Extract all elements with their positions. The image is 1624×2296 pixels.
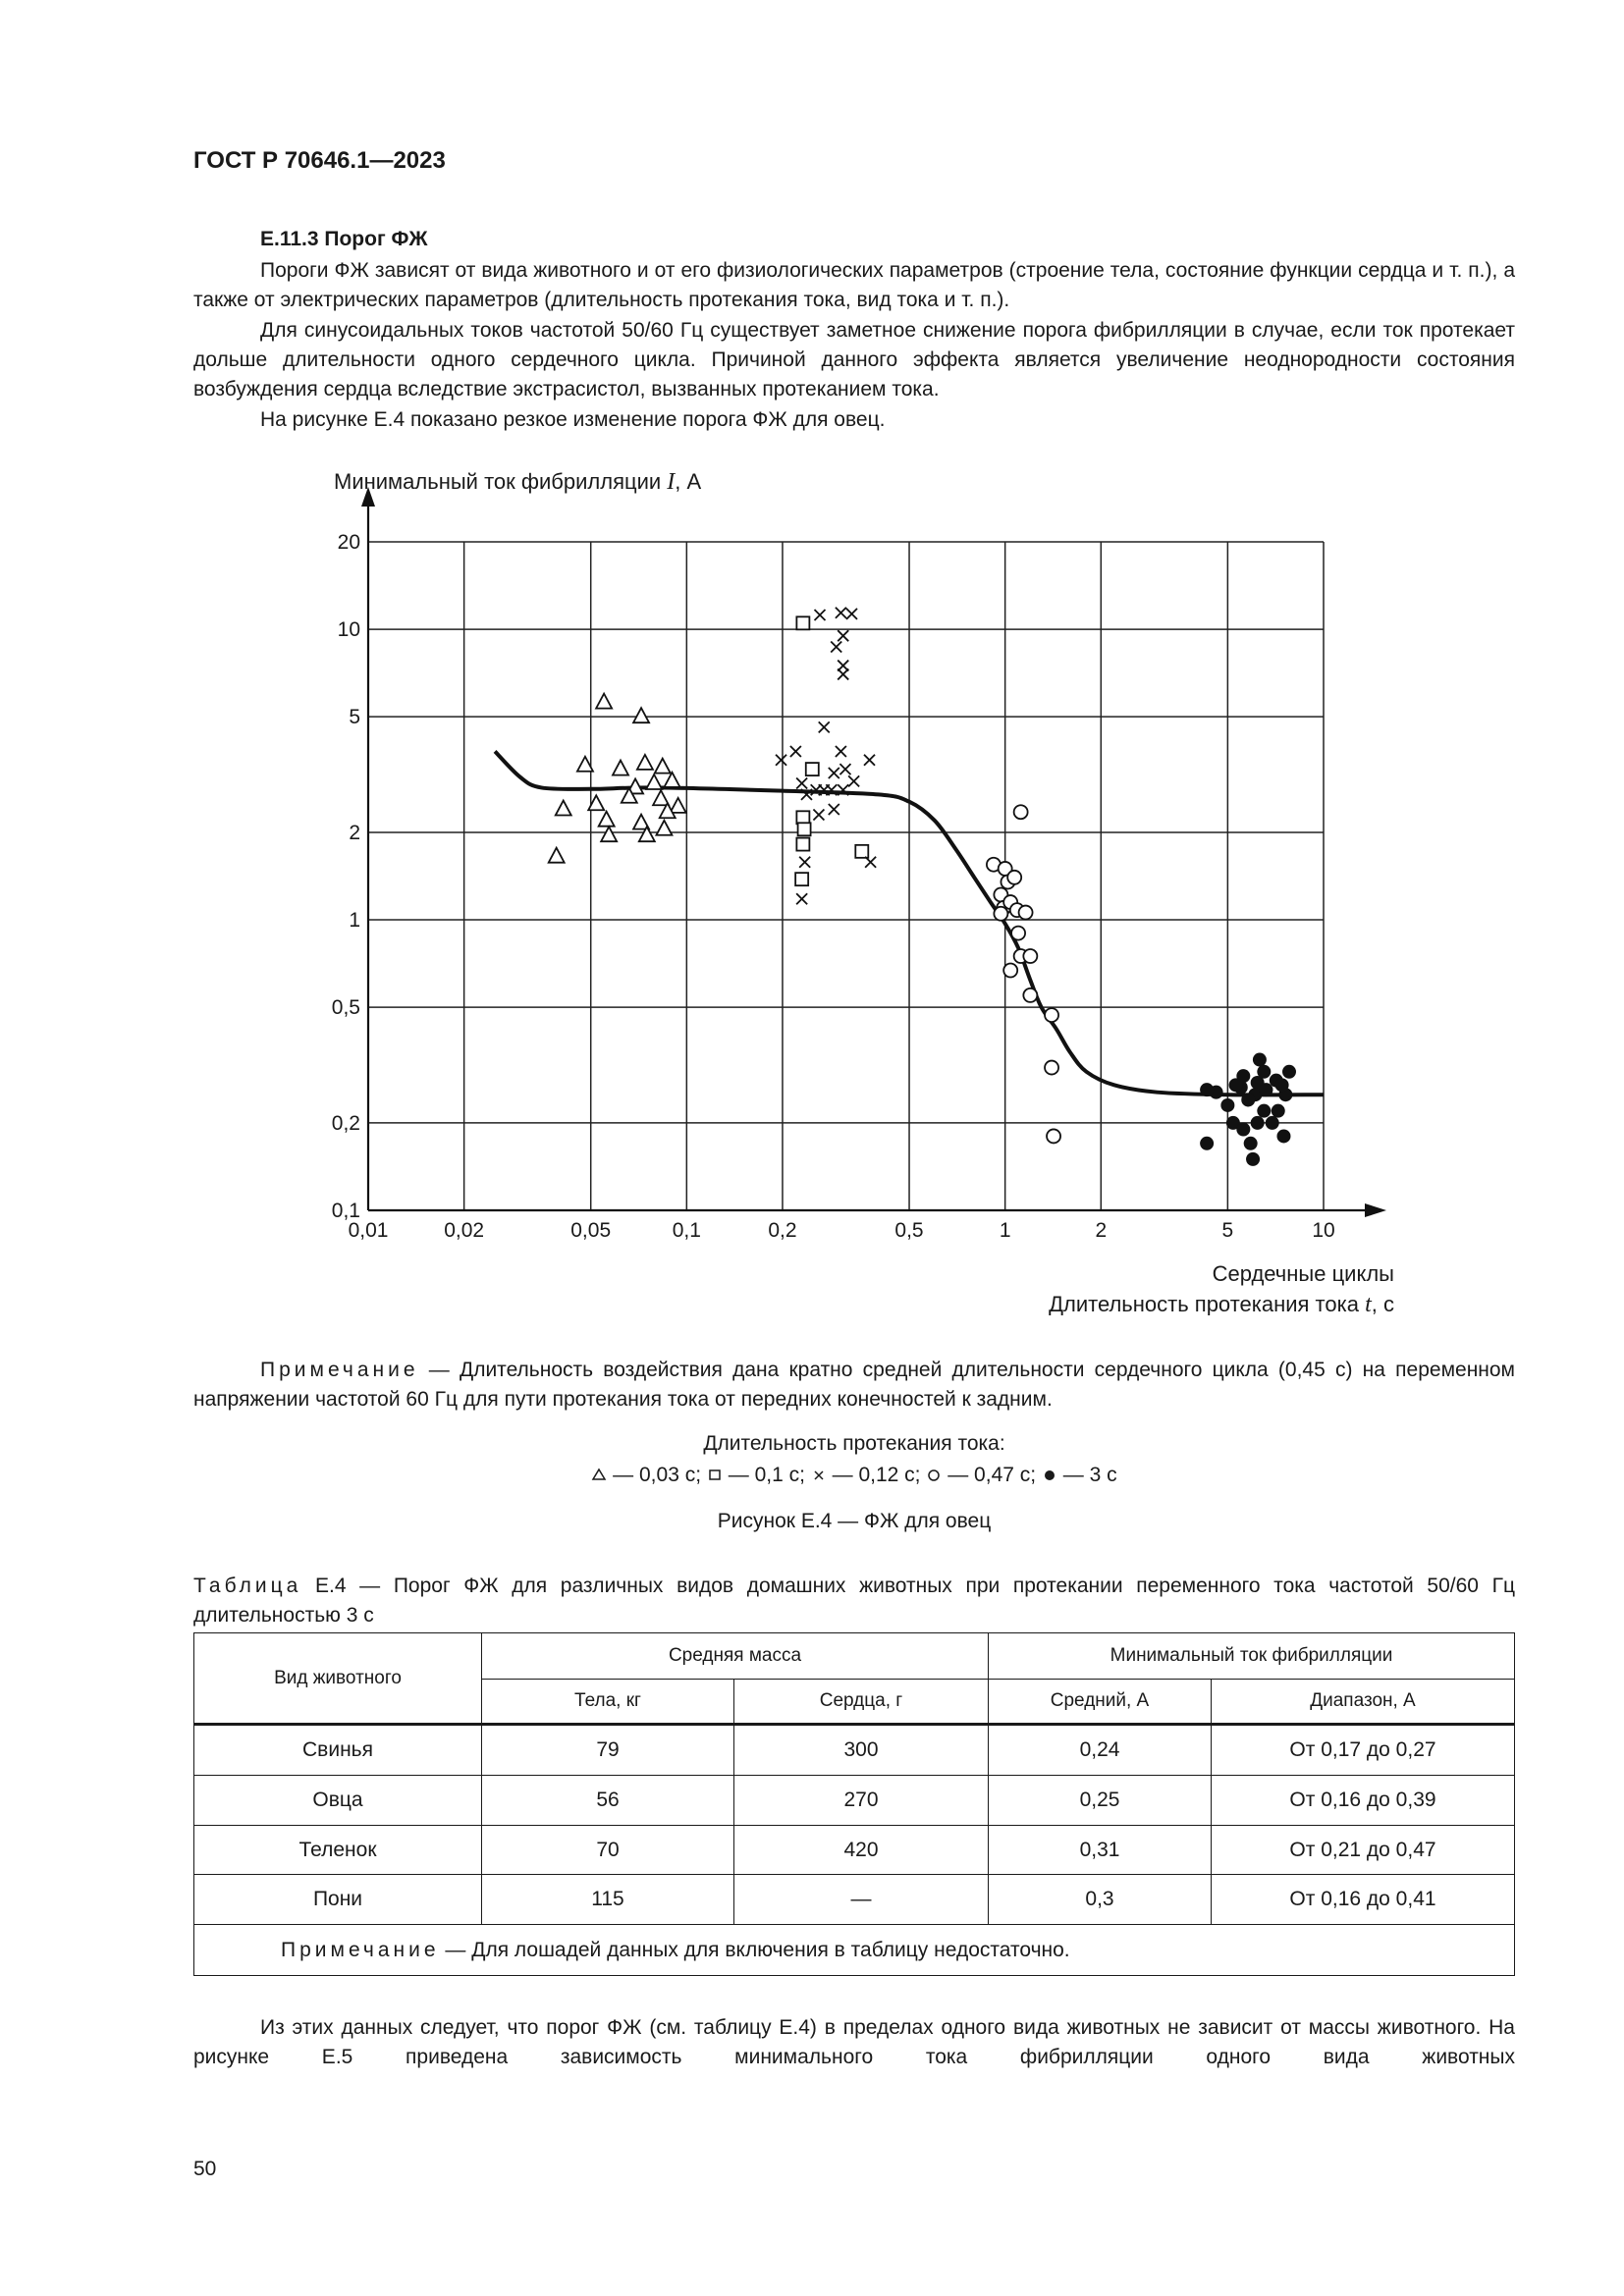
square-point — [855, 845, 868, 858]
triangle-point — [599, 812, 615, 827]
cell-range: От 0,16 до 0,39 — [1212, 1776, 1515, 1826]
open-circle-point — [1014, 805, 1028, 819]
triangle-point — [601, 827, 617, 841]
cross-point — [865, 857, 876, 868]
open-circle-point — [1007, 871, 1021, 884]
y-tick-label: 5 — [349, 706, 360, 729]
cross-point — [839, 764, 850, 774]
filled-circle-point — [1275, 1078, 1289, 1092]
y-tick-label: 1 — [349, 909, 360, 933]
filled-circle-point — [1276, 1129, 1290, 1143]
filled-circle-point — [1236, 1123, 1250, 1137]
paragraph: Пороги ФЖ зависят от вида животного и от его физиологических параметров (строение тела, состояние функции сердца и т. п.), а также от электрических параметров (длительность протекания тока, вид тока и т. п.). — [193, 259, 1515, 311]
x-axis-arrow — [1365, 1203, 1386, 1217]
threshold-chart — [295, 452, 1424, 1315]
x-tick-label: 1 — [999, 1219, 1011, 1242]
cell-range: От 0,16 до 0,41 — [1212, 1875, 1515, 1925]
open-circle-point — [1019, 906, 1033, 920]
triangle-point — [637, 755, 653, 770]
cross-point — [819, 721, 830, 732]
cell-heart-mass: 300 — [734, 1725, 989, 1776]
cell-mean: 0,31 — [989, 1825, 1212, 1875]
x-tick-label: 0,05 — [570, 1219, 612, 1242]
triangle-point — [549, 848, 565, 863]
legend-item: — 0,03 с; — [613, 1464, 702, 1486]
triangle-point — [671, 798, 686, 813]
cell-animal: Пони — [194, 1875, 482, 1925]
page-number: 50 — [193, 2158, 217, 2180]
legend-item: — 0,47 с; — [947, 1464, 1037, 1486]
filled-circle-point — [1272, 1104, 1285, 1118]
triangle-marker-icon — [591, 1464, 607, 1486]
cross-point — [829, 768, 839, 778]
legend-item: — 0,1 с; — [728, 1464, 805, 1486]
y-tick-label: 10 — [337, 618, 360, 642]
legend-title: Длительность протекания тока: — [703, 1432, 1005, 1455]
triangle-point — [596, 694, 612, 709]
x-tick-label: 0,2 — [768, 1219, 797, 1242]
triangle-point — [556, 801, 571, 816]
triangle-point — [633, 708, 649, 722]
open-circle-marker-icon — [926, 1464, 942, 1486]
cell-animal: Овца — [194, 1776, 482, 1826]
x-tick-label: 0,01 — [348, 1219, 389, 1242]
cell-body-mass: 70 — [482, 1825, 734, 1875]
square-point — [798, 823, 811, 835]
x-tick-label: 0,02 — [444, 1219, 485, 1242]
filled-circle-point — [1282, 1065, 1296, 1079]
x-tick-label: 5 — [1221, 1219, 1234, 1242]
x-tick-label: 0,5 — [894, 1219, 924, 1242]
filled-circle-point — [1200, 1137, 1214, 1150]
data-markers — [549, 608, 1296, 1166]
filled-circle-point — [1251, 1116, 1265, 1130]
cross-point — [796, 893, 807, 904]
filled-circle-point — [1241, 1093, 1255, 1106]
table-row — [194, 1825, 1515, 1875]
header-range: Диапазон, А — [1212, 1679, 1515, 1725]
cross-point — [813, 809, 824, 820]
y-tick-label: 20 — [337, 531, 360, 554]
open-circle-point — [1023, 988, 1037, 1002]
square-point — [796, 838, 809, 851]
cross-point — [864, 755, 875, 766]
cell-mean: 0,25 — [989, 1776, 1212, 1826]
figure-caption: Рисунок Е.4 — ФЖ для овец — [717, 1510, 992, 1532]
cross-point — [846, 609, 857, 619]
square-marker-icon — [707, 1464, 723, 1486]
header-mass-group: Средняя масса — [482, 1633, 989, 1680]
y-tick-label: 2 — [349, 821, 360, 844]
cell-mean: 0,24 — [989, 1725, 1212, 1776]
triangle-point — [664, 773, 679, 787]
y-axis-label: Минимальный ток фибрилляции I, А — [334, 469, 702, 495]
table-row — [194, 1725, 1515, 1776]
y-tick-label: 0,5 — [331, 996, 360, 1020]
cross-point — [838, 668, 848, 679]
closing-paragraph: Из этих данных следует, что порог ФЖ (см. таблицу Е.4) в пределах одного вида животных не зависит от массы животного. На рисунке Е.5 приведена зависимость минимального тока фибрилляции одного вида животных — [193, 2016, 1515, 2068]
filled-circle-point — [1253, 1053, 1267, 1067]
cross-point — [838, 630, 848, 641]
legend — [193, 1464, 1515, 1487]
x-tick-label: 2 — [1095, 1219, 1108, 1242]
triangle-point — [653, 790, 669, 805]
x-axis-label-duration: Длительность протекания тока t, с — [1049, 1292, 1394, 1315]
table-caption: Таблица Е.4 — Порог ФЖ для различных видов домашних животных при протекании переменного тока частотой 50/60 Гц длительностью 3 с — [193, 1575, 1515, 1627]
cross-point — [836, 608, 846, 618]
x-tick-label: 10 — [1312, 1219, 1335, 1242]
filled-circle-point — [1259, 1083, 1272, 1096]
fibrillation-table — [193, 1632, 1515, 1976]
open-circle-point — [994, 907, 1007, 921]
x-tick-label: 0,1 — [672, 1219, 701, 1242]
x-axis-label-cycles: Сердечные циклы — [1212, 1261, 1394, 1286]
standard-code: ГОСТ Р 70646.1—2023 — [193, 147, 446, 174]
cell-heart-mass: 420 — [734, 1825, 989, 1875]
filled-circle-point — [1266, 1116, 1279, 1130]
filled-circle-point — [1257, 1065, 1271, 1079]
cross-point — [831, 641, 841, 652]
triangle-point — [613, 761, 628, 775]
cross-point — [815, 610, 826, 620]
paragraph: Для синусоидальных токов частотой 50/60 Гц существует заметное снижение порога фибрилляции в случае, если ток протекает дольше длительности одного сердечного цикла. Причиной данного эффекта является увеличение неоднородности состояния возбуждения сердца вследствие экстрасистол, вызванных протеканием тока. — [193, 319, 1515, 400]
cross-point — [829, 804, 839, 815]
square-point — [806, 763, 819, 775]
open-circle-point — [1047, 1129, 1060, 1143]
filled-circle-point — [1257, 1104, 1271, 1118]
filled-circle-point — [1229, 1078, 1243, 1092]
cross-point — [836, 746, 846, 757]
legend-item: — 0,12 с; — [832, 1464, 921, 1486]
open-circle-point — [1011, 927, 1025, 940]
cell-animal: Свинья — [194, 1725, 482, 1776]
cross-point — [776, 755, 786, 766]
cell-body-mass: 79 — [482, 1725, 734, 1776]
cross-point — [790, 746, 801, 757]
y-tick-label: 0,2 — [331, 1111, 360, 1135]
open-circle-point — [1003, 964, 1017, 978]
cell-heart-mass: — — [734, 1875, 989, 1925]
square-point — [795, 873, 808, 885]
open-circle-point — [1045, 1008, 1058, 1022]
table-row — [194, 1776, 1515, 1826]
filled-circle-point — [1246, 1152, 1260, 1166]
section-title: Е.11.3 Порог ФЖ — [260, 228, 428, 250]
cell-body-mass: 115 — [482, 1875, 734, 1925]
open-circle-point — [1023, 949, 1037, 963]
table-note: Примечание — Для лошадей данных для включения в таблицу недостаточно. — [194, 1925, 1515, 1976]
filled-circle-point — [1220, 1098, 1234, 1112]
cell-range: От 0,21 до 0,47 — [1212, 1825, 1515, 1875]
filled-circle-point — [1244, 1137, 1258, 1150]
triangle-point — [646, 774, 662, 789]
header-body-mass: Тела, кг — [482, 1679, 734, 1725]
square-point — [796, 616, 809, 629]
legend-item: — 3 с — [1062, 1464, 1117, 1486]
triangle-point — [655, 759, 671, 774]
cell-body-mass: 56 — [482, 1776, 734, 1826]
cell-animal: Теленок — [194, 1825, 482, 1875]
figure-note: Примечание — Длительность воздействия дана кратно средней длительности сердечного цикла (0,45 с) на переменном напряжении частотой 60 Гц для пути протекания тока от передних конечностей к задним. — [193, 1359, 1515, 1411]
triangle-point — [656, 821, 672, 835]
header-current-group: Минимальный ток фибрилляции — [989, 1633, 1515, 1680]
header-heart-mass: Сердца, г — [734, 1679, 989, 1725]
header-animal: Вид животного — [194, 1633, 482, 1725]
open-circle-point — [1045, 1061, 1058, 1075]
cross-point — [799, 857, 810, 868]
y-tick-label: 0,1 — [331, 1200, 360, 1222]
cross-marker-icon — [811, 1464, 827, 1486]
header-mean-current: Средний, А — [989, 1679, 1212, 1725]
filled-circle-marker-icon — [1042, 1464, 1057, 1486]
paragraph: На рисунке Е.4 показано резкое изменение порога ФЖ для овец. — [260, 408, 886, 431]
cross-point — [796, 777, 807, 788]
square-point — [796, 811, 809, 824]
cell-heart-mass: 270 — [734, 1776, 989, 1826]
table-row — [194, 1875, 1515, 1925]
axis-ticks — [332, 531, 1335, 1242]
cell-range: От 0,17 до 0,27 — [1212, 1725, 1515, 1776]
filled-circle-point — [1200, 1083, 1214, 1096]
cell-mean: 0,3 — [989, 1875, 1212, 1925]
cross-point — [848, 775, 859, 786]
